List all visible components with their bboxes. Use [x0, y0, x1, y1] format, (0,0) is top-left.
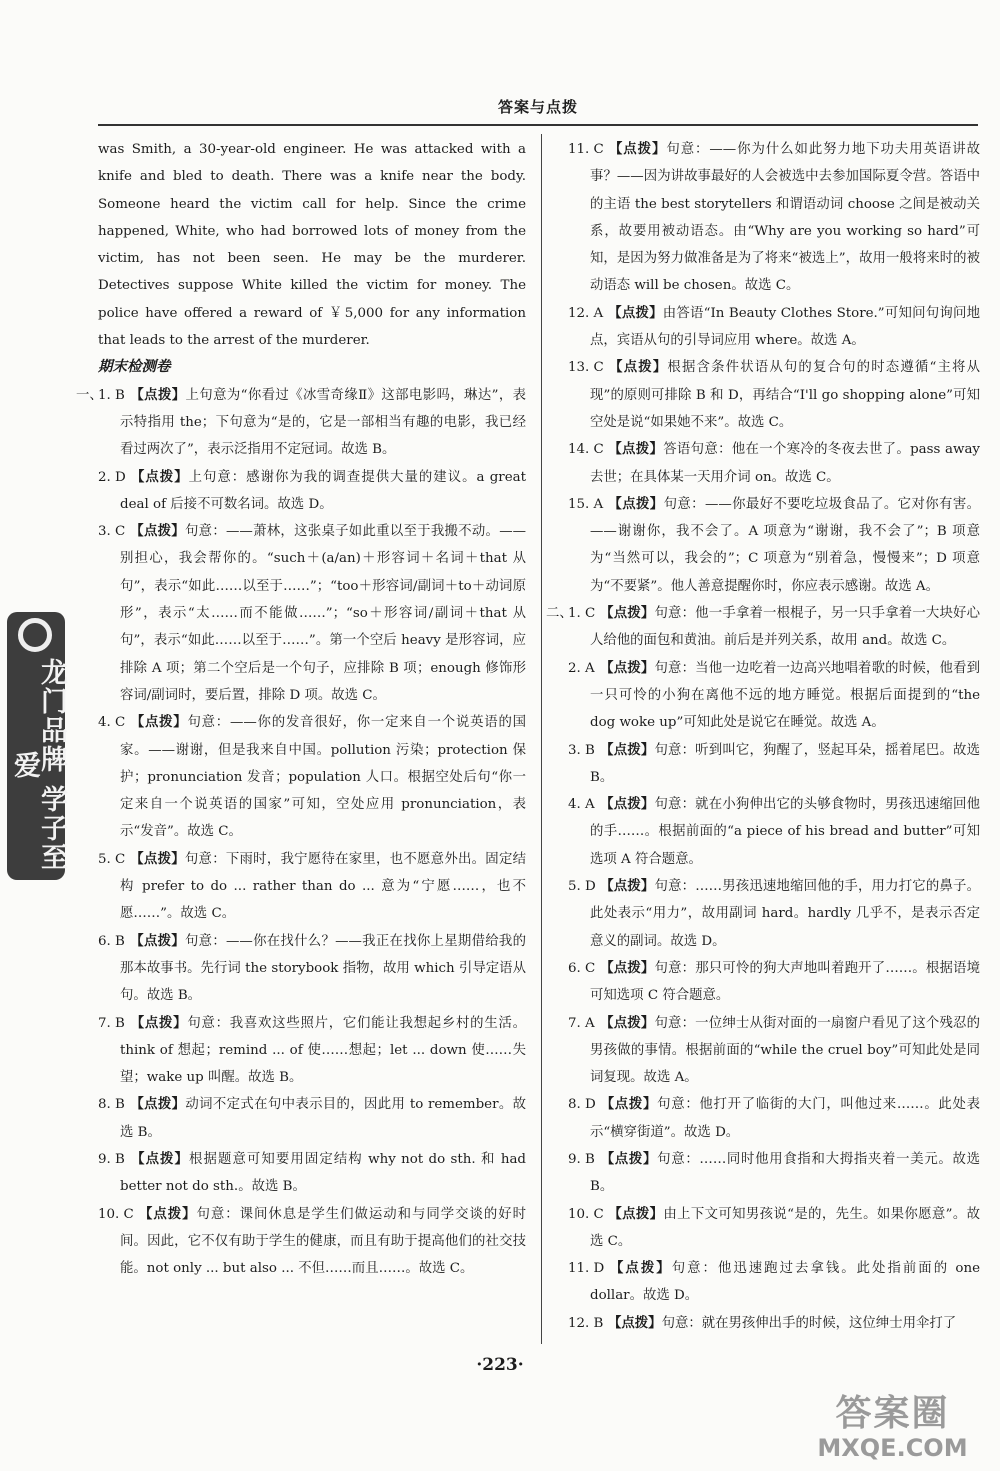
- answer-item: [568, 873, 980, 955]
- right-answer-list-b: [546, 600, 981, 1337]
- answer-item: [568, 955, 980, 1010]
- answer-number: 2. D: [98, 469, 126, 485]
- answer-number: 13. C: [568, 360, 604, 376]
- answer-item: [98, 928, 526, 1010]
- answer-explanation: 上句意为“你看过《冰雪奇缘Ⅱ》这部电影吗，琳达”，表示特指用 the；下句意为“是的，它是一部相当有趣的电影，我已经看过两次了”，表示泛指用不定冠词。故选 B。: [120, 387, 527, 458]
- passage-text: was Smith, a 30-year-old engineer. He was attacked with a knife and bled to death. There was a knife near the body. Someone heard the victim call for help. Since the crime happened, White, who had borrowed lots of money from the victim, has not been seen. He may be the murderer. Detectives suppose White killed the victim for money. The police have offered a reward of ￥5,000 for any information that leads to the arrest of the murderer.: [98, 142, 526, 349]
- page-number: ·223·: [476, 1355, 524, 1375]
- answer-number: 7. B: [98, 1015, 125, 1031]
- answer-item: [568, 655, 980, 737]
- answer-number: 15. A: [568, 496, 604, 512]
- answer-explanation: 由上下文可知男孩说“是的，先生。如果你愿意”。故选 C。: [590, 1206, 980, 1249]
- answer-explanation: 句意：……同时他用食指和大拇指夹着一美元。故选 B。: [590, 1151, 981, 1195]
- answer-explanation: 动词不定式在句中表示目的，因此用 to remember。故选 B。: [120, 1097, 526, 1140]
- answer-number: 5. C: [98, 851, 126, 867]
- answer-item: [568, 300, 980, 355]
- hint-tag: 【点拨】: [600, 1097, 658, 1113]
- answer-number: 6. C: [568, 960, 596, 976]
- hint-tag: 【点拨】: [600, 960, 655, 976]
- answer-number: 3. C: [98, 524, 126, 540]
- answer-explanation: 句意：他迅速跑过去拿钱。此处指前面的 one dollar。故选 D。: [590, 1261, 981, 1304]
- answer-item: [568, 491, 980, 600]
- column-divider: [541, 134, 542, 1344]
- hint-tag: 【点拨】: [608, 360, 668, 376]
- answer-number: 10. C: [98, 1206, 134, 1222]
- answer-explanation: 句意：——你最好不要吃垃圾食品了。它对你有害。——谢谢你，我不会了。A 项意为“谢谢，我不会了”；B 项意为“当然可以，我会的”；C 项意为“别着急，慢慢来”；D 项意为“不要紧”。他人善意提醒你时，你应表示感谢。故选 A。: [590, 496, 981, 594]
- ring-icon: [18, 618, 52, 652]
- answer-item: [568, 791, 980, 873]
- answer-number: 4. A: [568, 797, 595, 813]
- answer-number: 12. B: [568, 1315, 604, 1331]
- answer-number: 2. A: [568, 660, 595, 676]
- answer-item: [98, 1146, 526, 1201]
- answer-number: 8. D: [568, 1097, 596, 1113]
- answer-item: [568, 737, 980, 792]
- part-label: 二、: [546, 606, 573, 622]
- answer-item: [98, 1201, 526, 1283]
- answer-number: 9. B: [98, 1151, 125, 1167]
- header-rule: [98, 124, 978, 126]
- hint-tag: 【点拨】: [130, 851, 185, 867]
- brand-slogan: 龙门品牌 学子至爱: [9, 657, 67, 873]
- answer-item: [546, 600, 981, 655]
- answer-number: 4. C: [98, 715, 126, 731]
- answer-item: [568, 1310, 980, 1337]
- answer-number: 8. B: [98, 1097, 125, 1113]
- answer-item: [568, 1255, 980, 1310]
- hint-tag: 【点拨】: [130, 933, 185, 949]
- right-answer-list-a: [568, 136, 980, 600]
- answer-item: [568, 1201, 980, 1256]
- answer-number: 11. D: [568, 1261, 605, 1277]
- answer-item: [98, 464, 526, 519]
- answer-item: [98, 709, 526, 845]
- answer-item: [568, 354, 980, 436]
- hint-tag: 【点拨】: [608, 496, 664, 512]
- answer-explanation: 句意：——你为什么如此努力地下功夫用英语讲故事？——因为讲故事最好的人会被选中去参加国际夏令营。答语中的主语 the best storytellers 和谓语动词 choose 之间是被动关系，故要用被动语态。由“Why are you working so hard”可知，是因为努力做准备是为了将来“被选上”，故用一般将来时的被动语态 will be chosen。故选 C。: [590, 142, 981, 294]
- answer-explanation: 句意：那只可怜的狗大声地叫着跑开了……。根据语境可知选项 C 符合题意。: [590, 960, 980, 1004]
- answer-explanation: 句意：——你的发音很好，你一定来自一个说英语的国家。——谢谢，但是我来自中国。pollution 污染；protection 保护；pronunciation 发音；population 人口。根据空处后句“你一定来自一个说英语的国家”可知，空处应用 pronunciation，表示“发音”。故选 C。: [120, 715, 527, 840]
- answer-number: 1. B: [98, 387, 125, 403]
- answer-explanation: 句意：我喜欢这些照片，它们能让我想起乡村的生活。think of 想起；remind ... of 使……想起；let ... down 使……失望；wake up 叫醒。故选 B。: [120, 1015, 527, 1086]
- answer-item: [568, 1146, 980, 1201]
- left-column: [76, 136, 527, 1282]
- answer-explanation: 上句意：感谢你为我的调查提供大量的建议。a great deal of 后接不可数名词。故选 D。: [120, 469, 526, 512]
- answer-number: 14. C: [568, 442, 604, 458]
- answer-number: 3. B: [568, 742, 595, 758]
- answer-item: [568, 1010, 980, 1092]
- answer-explanation: 根据题意可知要用固定结构 why not do sth. 和 had better not do sth.。故选 B。: [120, 1151, 527, 1195]
- hint-tag: 【点拨】: [608, 1261, 672, 1277]
- answer-explanation: 句意：听到叫它，狗醒了，竖起耳朵，摇着尾巴。故选 B。: [590, 742, 981, 785]
- hint-tag: 【点拨】: [600, 1151, 658, 1167]
- watermark-line1: 答案圈: [835, 1393, 950, 1434]
- hint-tag: 【点拨】: [130, 1015, 188, 1031]
- answer-explanation: 句意：……男孩迅速地缩回他的手，用力打它的鼻子。此处表示“用力”，故用副词 hard。hardly 几乎不，是表示否定意义的副词。故选 D。: [590, 879, 980, 949]
- answer-explanation: 句意：当他一边吃着一边高兴地唱着歌的时候，他看到一只可怜的小狗在离他不远的地方睡觉。根据后面提到的“the dog woke up”可知此处是说它在睡觉。故选 A。: [590, 660, 981, 731]
- hint-tag: 【点拨】: [130, 469, 189, 485]
- hint-tag: 【点拨】: [600, 742, 655, 758]
- right-column: [546, 136, 981, 1337]
- page-header-title: 答案与点拨: [497, 98, 578, 116]
- hint-tag: 【点拨】: [600, 606, 655, 622]
- answer-number: 6. B: [98, 933, 125, 949]
- answer-explanation: 句意：他打开了临街的大门，叫他过来……。此处表示“横穿街道”。故选 D。: [590, 1097, 981, 1140]
- answer-explanation: 由答语“In Beauty Clothes Store.”可知问句询问地点，宾语从句的引导词应用 where。故选 A。: [590, 305, 980, 349]
- brand-sidebar-tab: [7, 612, 65, 880]
- answer-item: [76, 382, 527, 464]
- hint-tag: 【点拨】: [600, 879, 655, 895]
- answer-explanation: 句意：课间休息是学生们做运动和与同学交谈的好时间。因此，它不仅有助于学生的健康，而且有助于提高他们的社交技能。not only ... but also ... 不但……而且……。故选 C。: [120, 1206, 527, 1277]
- site-watermark: [790, 1394, 995, 1466]
- section-title: 期末检测卷: [98, 359, 171, 376]
- hint-tag: 【点拨】: [608, 442, 664, 458]
- answer-item: [98, 846, 526, 928]
- answer-explanation: 句意：就在男孩伸出手的时候，这位绅士用伞打了: [661, 1315, 957, 1331]
- answer-explanation: 句意：——萧林，这张桌子如此重以至于我搬不动。——别担心，我会帮你的。“such＋(a/an)＋形容词＋名词＋that 从句”，表示“如此……以至于……”；“too＋形容词/副词＋to＋动词原形”，表示“太……而不能做……”；“so＋形容词/副词＋that 从句”，表示“如此……以至于……”。第一个空后 heavy 是形容词，应排除 A 项；第二个空后是一个句子，应排除 B 项；enough 修饰形容词/副词时，要后置，排除 D 项。故选 C。: [120, 524, 526, 703]
- left-answer-list: [76, 382, 527, 1283]
- hint-tag: 【点拨】: [130, 1097, 186, 1113]
- answer-number: 10. C: [568, 1206, 604, 1222]
- hint-tag: 【点拨】: [130, 715, 188, 731]
- answer-explanation: 句意：下雨时，我宁愿待在家里，也不愿意外出。固定结构 prefer to do ... rather than do ... 意为“宁愿……，也不愿……”。故选 C。: [120, 851, 527, 922]
- answer-item: [568, 436, 980, 491]
- answer-number: 5. D: [568, 879, 596, 895]
- hint-tag: 【点拨】: [600, 1015, 655, 1031]
- hint-tag: 【点拨】: [608, 1315, 662, 1331]
- hint-tag: 【点拨】: [130, 524, 185, 540]
- answer-explanation: 句意：一位绅士从街对面的一扇窗户看见了这个残忍的男孩做的事情。根据前面的“while the cruel boy”可知此处是同词复现。故选 A。: [590, 1015, 981, 1086]
- hint-tag: 【点拨】: [130, 1151, 190, 1167]
- answer-number: 12. A: [568, 305, 604, 321]
- hint-tag: 【点拨】: [138, 1206, 197, 1222]
- answer-item: [568, 1091, 980, 1146]
- answer-item: [98, 1091, 526, 1146]
- answer-item: [568, 136, 980, 300]
- answer-explanation: 根据含条件状语从句的复合句的时态遵循“主将从现”的原则可排除 B 和 D，再结合“I'll go shopping alone”可知空处是说“如果她不来”。故选 C。: [590, 360, 980, 430]
- hint-tag: 【点拨】: [608, 142, 667, 157]
- hint-tag: 【点拨】: [608, 1206, 664, 1222]
- answer-item: [98, 518, 526, 709]
- answer-number: 1. C: [568, 606, 596, 622]
- hint-tag: 【点拨】: [600, 660, 655, 676]
- hint-tag: 【点拨】: [608, 305, 663, 321]
- answer-explanation: 句意：他一手拿着一根棍子，另一只手拿着一大块好心人给他的面包和黄油。前后是并列关系，故用 and。故选 C。: [590, 606, 981, 649]
- answer-number: 9. B: [568, 1151, 595, 1167]
- answer-item: [98, 1010, 526, 1092]
- hint-tag: 【点拨】: [600, 797, 655, 813]
- watermark-line2: MXQE.COM: [817, 1434, 968, 1462]
- answer-explanation: 答语句意：他在一个寒冷的冬夜去世了。pass away 去世；在具体某一天用介词 on。故选 C。: [590, 442, 980, 485]
- answer-explanation: 句意：——你在找什么？——我正在找你上星期借给我的那本故事书。先行词 the storybook 指物，故用 which 引导定语从句。故选 B。: [120, 933, 526, 1004]
- hint-tag: 【点拨】: [130, 387, 186, 403]
- answer-number: 7. A: [568, 1015, 595, 1031]
- answer-number: 11. C: [568, 142, 604, 157]
- answer-explanation: 句意：就在小狗伸出它的头够食物时，男孩迅速缩回他的手……。根据前面的“a piece of his bread and butter”可知选项 A 符合题意。: [590, 797, 981, 867]
- part-label: 一、: [76, 387, 103, 403]
